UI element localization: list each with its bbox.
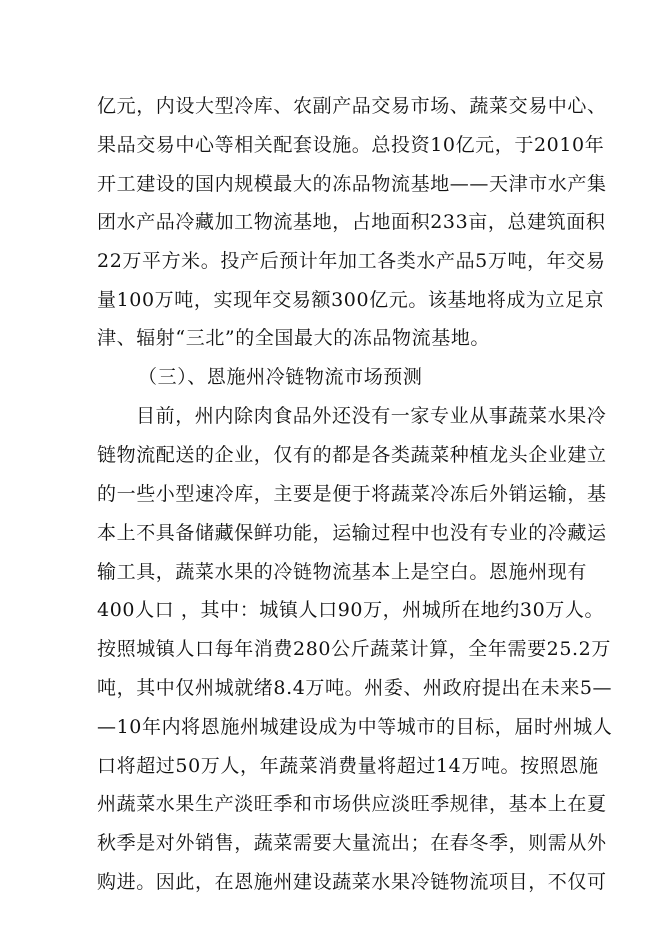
paragraph2-line-12: 秋季是对外销售，蔬菜需要大量流出；在春冬季，则需从外 [97, 832, 607, 854]
paragraph2-line-4: 本上不具备储藏保鲜功能，运输过程中也没有专业的冷藏运 [97, 522, 607, 544]
paragraph2-line-11: 州蔬菜水果生产淡旺季和市场供应淡旺季规律，基本上在夏 [97, 793, 607, 815]
paragraph1-line-4: 团水产品冷藏加工物流基地，占地面积233亩，总建筑面积 [97, 211, 606, 233]
section-heading: （三）、恩施州冷链物流市场预测 [138, 366, 423, 388]
paragraph2-line-8: 吨，其中仅州城就绪8.4万吨。州委、州政府提出在未来5— [97, 677, 613, 699]
paragraph1-line-3: 开工建设的国内规模最大的冻品物流基地——天津市水产集 [97, 173, 607, 195]
paragraph2-line-5: 输工具，蔬菜水果的冷链物流基本上是空白。恩施州现有 [97, 561, 588, 583]
paragraph2-line-3: 的一些小型速冷库，主要是便于将蔬菜冷冻后外销运输，基 [97, 483, 607, 505]
paragraph1-line-7: 津、辐射“三北”的全国最大的冻品物流基地。 [97, 327, 491, 349]
paragraph2-line-9: —10年内将恩施州城建设成为中等城市的目标，届时州城人 [97, 716, 613, 738]
paragraph1-line-5: 22万平方米。投产后预计年加工各类水产品5万吨，年交易 [97, 250, 606, 272]
paragraph1-line-2: 果品交易中心等相关配套设施。总投资10亿元，于2010年 [97, 134, 605, 156]
paragraph2-line-13: 购进。因此，在恩施州建设蔬菜水果冷链物流项目，不仅可 [97, 871, 607, 893]
paragraph2-line-6: 400人口 ，其中：城镇人口90万，州城所在地约30万人。 [97, 599, 605, 621]
paragraph1-line-6: 量100万吨，实现年交易额300亿元。该基地将成为立足京 [97, 289, 605, 311]
paragraph2-line-1: 目前，州内除肉食品外还没有一家专业从事蔬菜水果冷 [136, 405, 607, 427]
paragraph2-line-10: 口将超过50万人，年蔬菜消费量将超过14万吨。按照恩施 [97, 755, 599, 777]
paragraph2-line-2: 链物流配送的企业，仅有的都是各类蔬菜种植龙头企业建立 [97, 444, 607, 466]
paragraph2-line-7: 按照城镇人口每年消费280公斤蔬菜计算，全年需要25.2万 [97, 638, 611, 660]
paragraph1-line-1: 亿元，内设大型冷库、农副产品交易市场、蔬菜交易中心、 [97, 95, 607, 117]
